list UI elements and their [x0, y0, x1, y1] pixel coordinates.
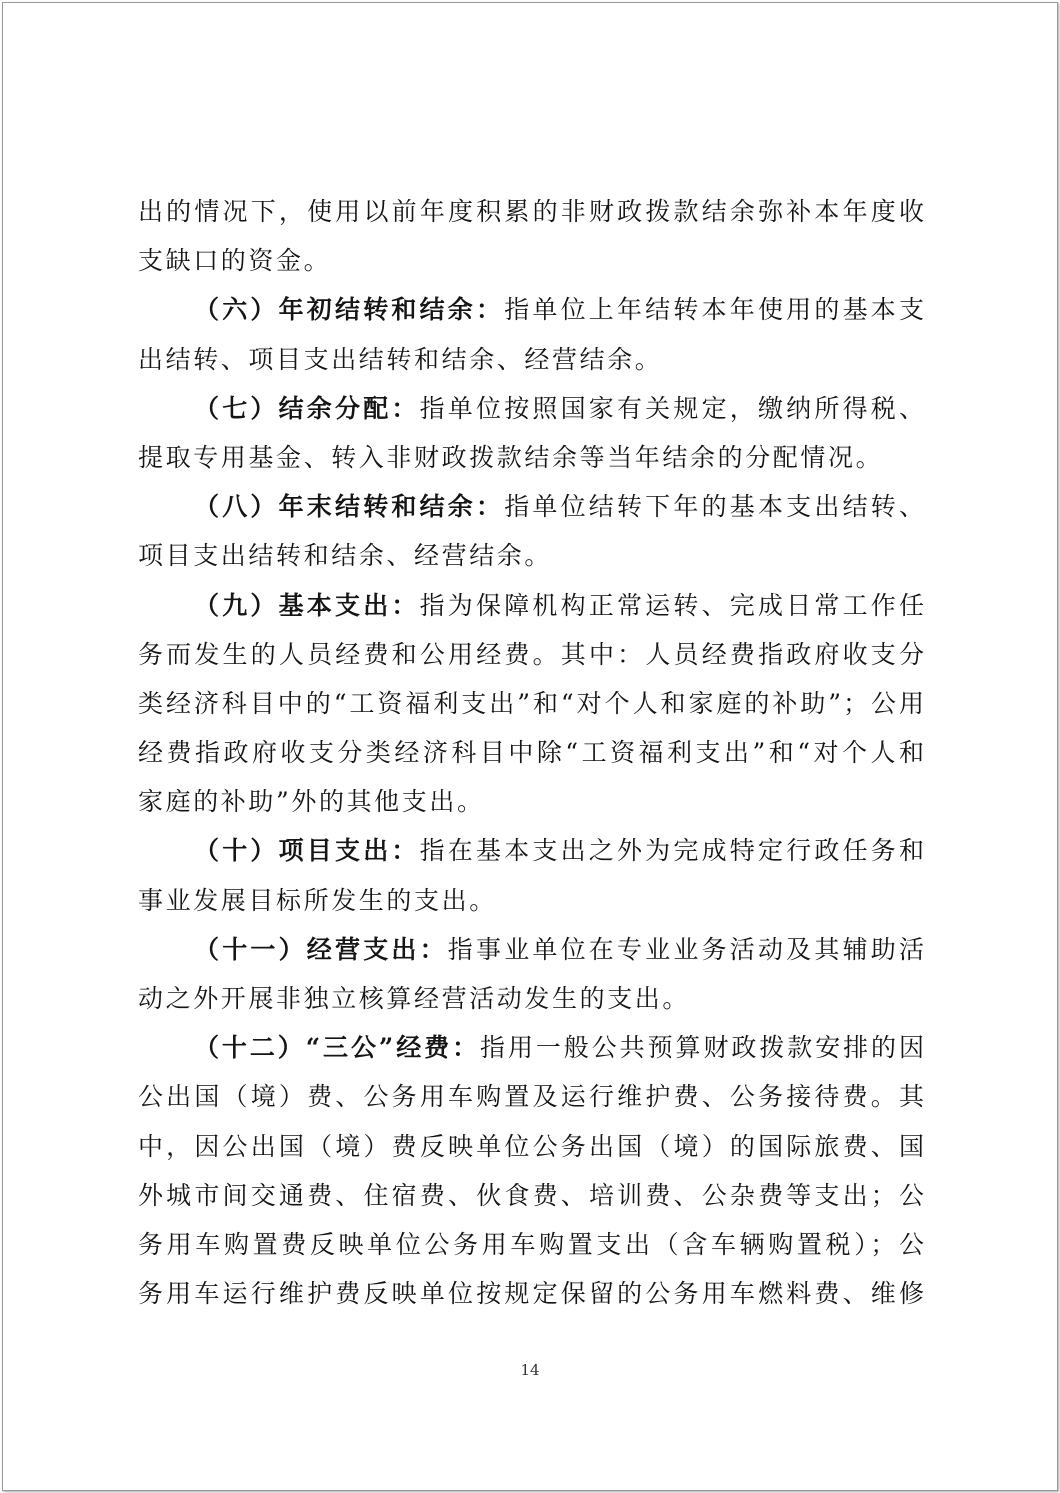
text-line: 类经济科目中的“工资福利支出”和“对个人和家庭的补助”；公用 — [138, 688, 926, 718]
text-line: 事业发展目标所发生的支出。 — [138, 885, 497, 915]
paragraph-text: 指用一般公共预算财政拨款安排的因 — [480, 1033, 926, 1063]
text-line: 动之外开展非独立核算经营活动发生的支出。 — [138, 984, 691, 1013]
paragraph-text: 指单位按照国家有关规定，缴纳所得税、 — [419, 393, 926, 423]
text-line: 出结转、项目支出结转和结余、经营结余。 — [138, 344, 663, 374]
body-text — [138, 187, 926, 1318]
paragraph-heading: （十二）“三公”经费： — [194, 1033, 481, 1063]
text-line: 中，因公出国（境）费反映单位公务出国（境）的国际旅费、国 — [138, 1131, 926, 1161]
paragraph-heading: （十一）经营支出： — [194, 934, 448, 964]
text-line: 家庭的补助”外的其他支出。 — [138, 787, 485, 817]
paragraph-text: 指在基本支出之外为完成特定行政任务和 — [419, 836, 926, 866]
paragraph-heading: （十）项目支出： — [194, 836, 420, 866]
paragraph-heading: （九）基本支出： — [194, 590, 420, 620]
paragraph-first-line — [138, 581, 926, 630]
text-line: 务而发生的人员经费和公用经费。其中：人员经费指政府收支分 — [138, 639, 926, 669]
text-line: 经费指政府收支分类经济科目中除“工资福利支出”和“对个人和 — [138, 738, 926, 768]
paragraph-heading: （八）年末结转和结余： — [194, 492, 505, 522]
paragraph-text: 指为保障机构正常运转、完成日常工作任 — [419, 590, 926, 620]
text-line: 项目支出结转和结余、经营结余。 — [138, 541, 553, 571]
document-page — [2, 2, 1058, 1491]
paragraph-first-line — [138, 925, 926, 974]
text-line: 公出国（境）费、公务用车购置及运行维护费、公务接待费。其 — [138, 1082, 926, 1112]
paragraph-text: 指单位结转下年的基本支出结转、 — [504, 492, 926, 522]
paragraph-first-line — [138, 482, 926, 531]
text-line: 提取专用基金、转入非财政拨款结余等当年结余的分配情况。 — [138, 442, 884, 472]
text-line: 务用车购置费反映单位公务用车购置支出（含车辆购置税）；公 — [138, 1229, 926, 1259]
paragraph-heading: （六）年初结转和结余： — [194, 295, 505, 325]
text-line: 支缺口的资金。 — [138, 246, 332, 276]
text-line: 务用车运行维护费反映单位按规定保留的公务用车燃料费、维修 — [138, 1279, 926, 1309]
paragraph-heading: （七）结余分配： — [194, 393, 420, 423]
paragraph-first-line — [138, 285, 926, 334]
paragraph-first-line — [138, 384, 926, 433]
paragraph-text: 指事业单位在专业业务活动及其辅助活 — [447, 934, 926, 964]
paragraph-first-line — [138, 1023, 926, 1072]
paragraph-text: 指单位上年结转本年使用的基本支 — [504, 295, 926, 325]
text-line: 外城市间交通费、住宿费、伙食费、培训费、公杂费等支出；公 — [138, 1180, 926, 1210]
text-line: 出的情况下，使用以前年度积累的非财政拨款结余弥补本年度收 — [138, 197, 926, 226]
page-number: 14 — [520, 1361, 540, 1379]
paragraph-first-line — [138, 826, 926, 875]
